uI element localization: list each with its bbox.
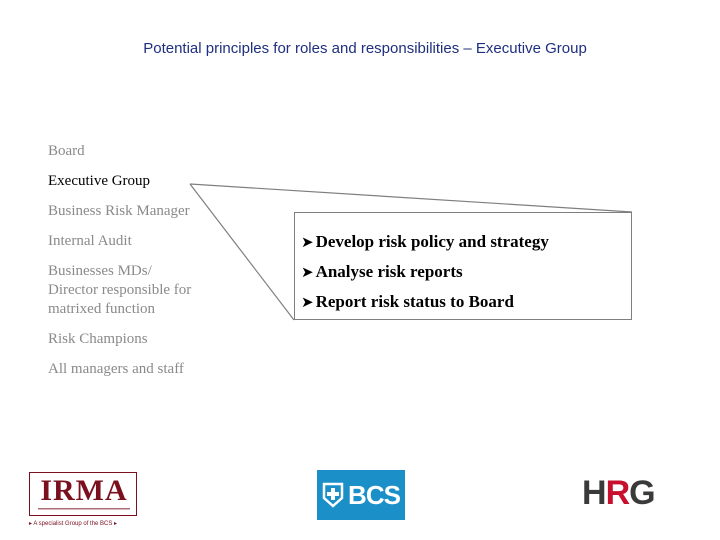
responsibility-item: ➤ Develop risk policy and strategy [301, 232, 549, 251]
role-item-board: Board [48, 143, 85, 159]
hrg-logo-letter-h: H [582, 474, 606, 512]
role-item-internal-audit: Internal Audit [48, 233, 132, 249]
irma-logo-subtext [36, 507, 132, 511]
irma-logo-frame [29, 472, 137, 516]
arrow-bullet-icon: ➤ [301, 293, 314, 311]
arrow-bullet-icon: ➤ [301, 263, 314, 281]
role-item-executive-group: Executive Group [48, 173, 151, 189]
hrg-logo [582, 473, 672, 513]
role-item-businesses-mds: Businesses MDs/ Director responsible for matrixed function [48, 263, 192, 317]
hrg-logo-letter-g: G [629, 474, 655, 512]
bcs-logo-wordmark: BCS [348, 479, 400, 510]
bcs-logo [317, 470, 405, 520]
hrg-logo-letter-r: R [605, 474, 630, 512]
responsibility-item: ➤ Report risk status to Board [301, 292, 514, 311]
irma-logo [29, 472, 143, 532]
bcs-shield-icon [322, 482, 344, 508]
role-item-all-managers: All managers and staff [48, 361, 184, 377]
slide-title: Potential principles for roles and responsibilities – Executive Group [143, 40, 587, 57]
irma-logo-wordmark: IRMA [40, 474, 128, 507]
responsibilities-callout [294, 212, 632, 320]
role-item-business-risk-manager: Business Risk Manager [48, 203, 190, 219]
responsibility-item: ➤ Analyse risk reports [301, 262, 463, 281]
irma-logo-tagline: ▸ A specialist Group of the BCS ▸ [29, 521, 118, 527]
connector-line-top [190, 184, 632, 212]
role-item-risk-champions: Risk Champions [48, 331, 148, 347]
connector-line-bottom [190, 184, 294, 320]
arrow-bullet-icon: ➤ [301, 233, 314, 251]
